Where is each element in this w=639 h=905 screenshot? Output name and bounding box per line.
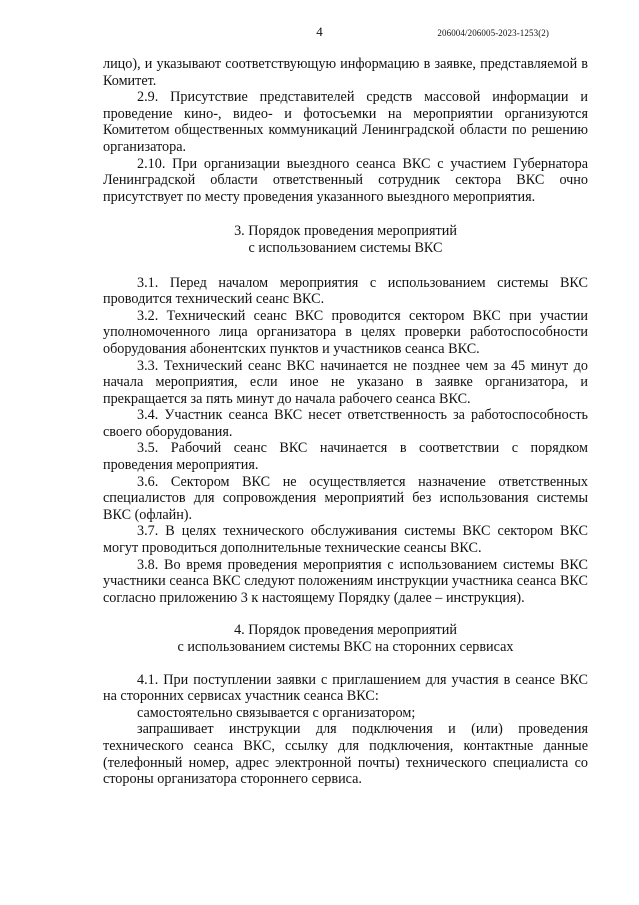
paragraph-3-3: 3.3. Технический сеанс ВКС начинается не позднее чем за 45 минут до начала мероприятия, если иное не указано в заявке организатора, и прекращается за пять минут до начала рабочего сеанса ВКС. (103, 357, 588, 407)
page-number: 4 (316, 24, 323, 39)
paragraph-3-4: 3.4. Участник сеанса ВКС несет ответственность за работоспособность своего оборудования. (103, 407, 588, 440)
paragraph-2-9: 2.9. Присутствие представителей средств массовой информации и проведение кино-, видео- и фотосъемки на мероприятии организуются Комитетом общественных коммуникаций Ленинградской области по решению организатора. (103, 89, 588, 155)
document-body (103, 56, 588, 788)
paragraph-4-1: 4.1. При поступлении заявки с приглашением для участия в сеансе ВКС на сторонних сервисах участник сеанса ВКС: (103, 671, 588, 705)
paragraph-3-8: 3.8. Во время проведения мероприятия с использованием системы ВКС участники сеанса ВКС следуют положениям инструкции участника сеанса ВКС согласно приложению 3 к настоящему Порядку (далее – инструкция). (103, 556, 588, 606)
section-3-title-line2: с использованием системы ВКС (248, 239, 443, 256)
paragraph-3-6: 3.6. Сектором ВКС не осуществляется назначение ответственных специалистов для сопровождения мероприятий без использования системы ВКС (офлайн). (103, 473, 588, 523)
section-3-title-line1: 3. Порядок проведения мероприятий (234, 223, 457, 240)
paragraph-4-1-item-contact: самостоятельно связывается с организатором; (137, 704, 416, 721)
section-4-title-line1: 4. Порядок проведения мероприятий (234, 622, 457, 639)
paragraph-2-10: 2.10. При организации выездного сеанса ВКС с участием Губернатора Ленинградской области ответственный сотрудник сектора ВКС очно присутствует по месту проведения указанного выездного мероприятия. (103, 155, 588, 205)
paragraph-4-1-item-request: запрашивает инструкции для подключения и (или) проведения технического сеанса ВКС, ссылку для подключения, контактные данные (телефонный номер, адрес электронной почты) технического специалиста со стороны организатора стороннего сервиса. (103, 721, 588, 788)
paragraph-3-7: 3.7. В целях технического обслуживания системы ВКС сектором ВКС могут проводиться дополнительные технические сеансы ВКС. (103, 523, 588, 557)
paragraph-3-1: 3.1. Перед началом мероприятия с использованием системы ВКС проводится технический сеанс ВКС. (103, 274, 588, 308)
paragraph-continuation: лицо), и указывают соответствующую информацию в заявке, представляемой в Комитет. (103, 56, 588, 89)
paragraph-3-2: 3.2. Технический сеанс ВКС проводится сектором ВКС при участии уполномоченного лица организатора в целях проверки работоспособности оборудования абонентских пунктов и участников сеанса ВКС. (103, 307, 588, 357)
section-4-title-line2: с использованием системы ВКС на сторонних сервисах (177, 639, 514, 655)
document-number: 206004/206005-2023-1253(2) (437, 28, 549, 38)
paragraph-3-5: 3.5. Рабочий сеанс ВКС начинается в соответствии с порядком проведения мероприятия. (103, 440, 588, 474)
